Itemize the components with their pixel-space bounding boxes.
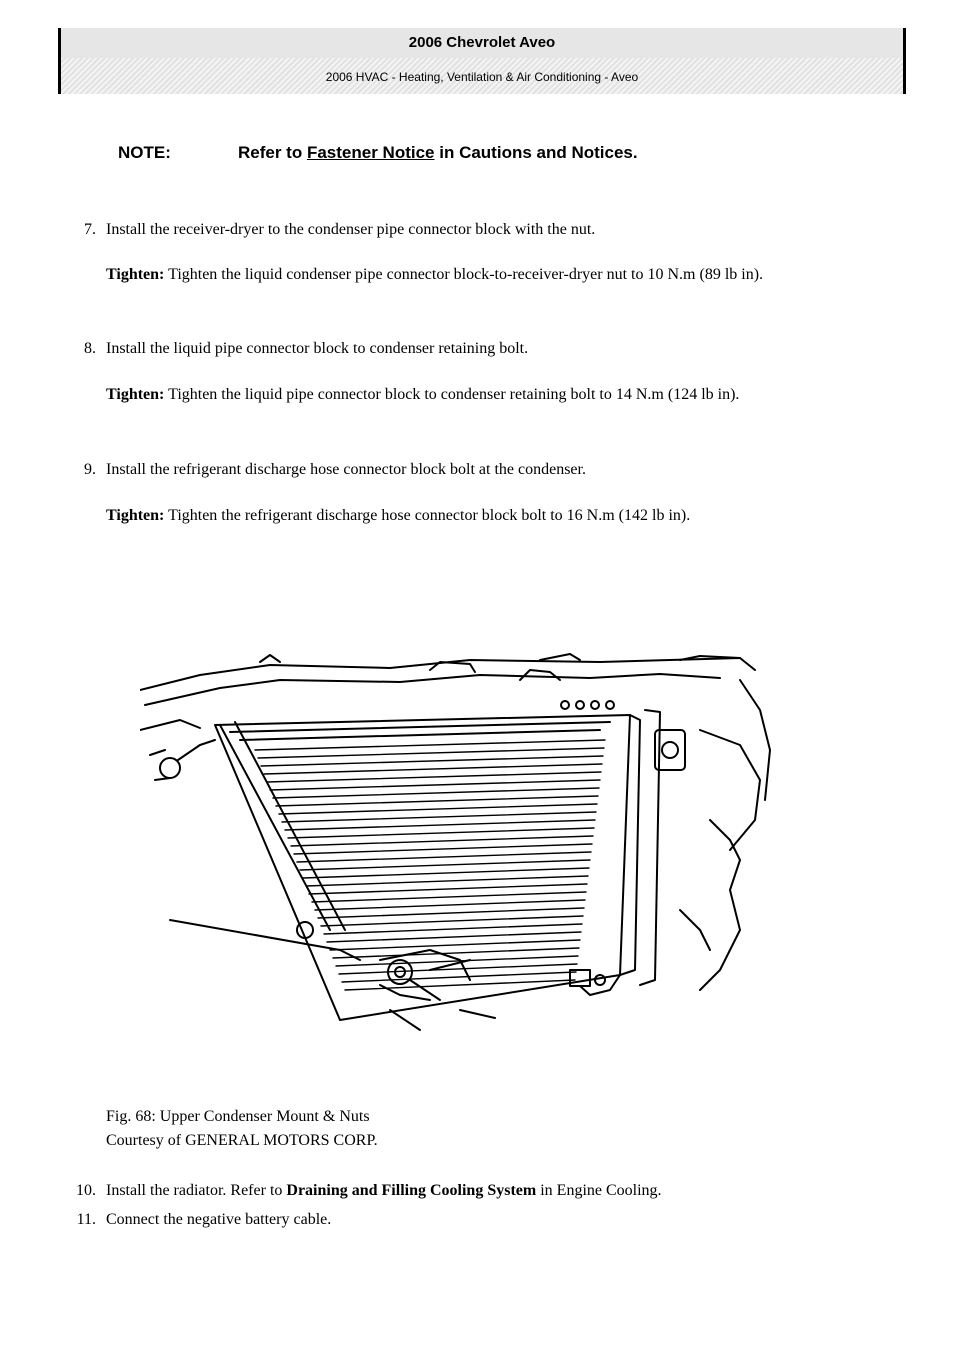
note-label: NOTE:: [118, 143, 171, 162]
step-7-tighten: [106, 262, 896, 287]
tighten-text: Tighten the refrigerant discharge hose connector block bolt to 16 N.m (142 lb in).: [164, 507, 691, 524]
step-text: Install the liquid pipe connector block to condenser retaining bolt.: [106, 340, 529, 357]
step-text: Install the refrigerant discharge hose connector block bolt at the condenser.: [106, 461, 586, 478]
caption-line-2: Courtesy of GENERAL MOTORS CORP.: [106, 1132, 378, 1149]
step-8-tighten: [106, 382, 896, 407]
caption-line-1: Fig. 68: Upper Condenser Mount & Nuts: [106, 1108, 370, 1125]
note-suffix: in Cautions and Notices.: [434, 143, 638, 162]
step-9-tighten: [106, 503, 896, 528]
step-10-suffix: in Engine Cooling.: [536, 1182, 662, 1199]
step-text: [106, 1178, 896, 1203]
step-number: 10.: [76, 1182, 96, 1199]
step-text: Connect the negative battery cable.: [106, 1211, 332, 1228]
document-header: [58, 28, 906, 94]
tighten-label: Tighten:: [106, 386, 165, 403]
tighten-label: Tighten:: [106, 507, 165, 524]
step-number: 7.: [84, 221, 96, 238]
draining-filling-link[interactable]: Draining and Filling Cooling System: [286, 1182, 537, 1199]
tighten-text: Tighten the liquid condenser pipe connector block-to-receiver-dryer nut to 10 N.m (89 lb in).: [164, 266, 764, 283]
header-title: 2006 Chevrolet Aveo: [408, 34, 556, 51]
step-number: 8.: [84, 340, 96, 357]
note-text: [238, 140, 708, 166]
tighten-text: Tighten the liquid pipe connector block to condenser retaining bolt to 14 N.m (124 lb in).: [164, 386, 740, 403]
step-number: 11.: [76, 1211, 96, 1228]
note-prefix: Refer to: [238, 143, 307, 162]
step-number: 9.: [84, 461, 96, 478]
header-subtitle: 2006 HVAC - Heating, Ventilation & Air Conditioning - Aveo: [325, 70, 639, 84]
tighten-label: Tighten:: [106, 266, 165, 283]
fastener-notice-link[interactable]: Fastener Notice: [306, 143, 435, 162]
figure-caption: [106, 1105, 378, 1153]
condenser-illustration: [140, 650, 780, 1050]
step-text: Install the receiver-dryer to the condenser pipe connector block with the nut.: [106, 221, 596, 238]
step-10-prefix: Install the radiator. Refer to: [106, 1182, 287, 1199]
